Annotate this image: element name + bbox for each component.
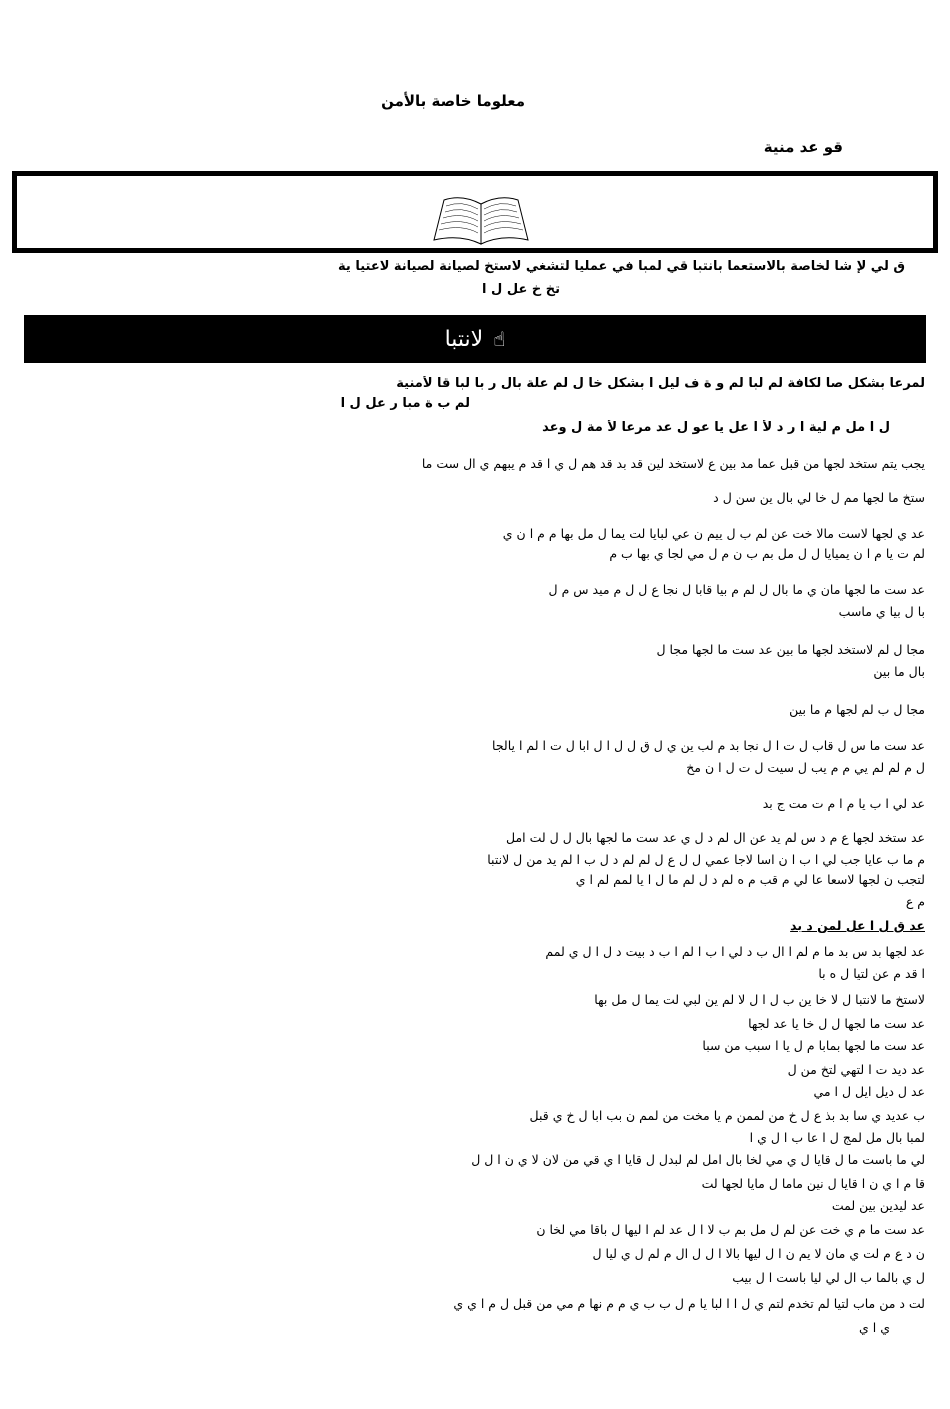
body-line: عد ل ديل ايل ل ا مي bbox=[813, 1084, 925, 1099]
book-banner-frame bbox=[12, 171, 938, 253]
body-line: عد ست ما لجها مان ي ما بال ل لم م بيا قابا ل نجا ع ل ل م ميد س م ل bbox=[548, 582, 925, 597]
body-line: لم ت يا م ا ن يميايا ل ل مل بم ب ن م ل مي لجا ي بها ب م bbox=[609, 546, 925, 561]
body-line: با ل بيا ي ماسب bbox=[838, 604, 925, 619]
intro-line: تخ خ عل ل ا bbox=[482, 282, 560, 297]
body-line: عد لي ا ب يا م ا م ت مت ج بد bbox=[762, 796, 925, 811]
body-line: عد ديد ت ا لتهي لتخ من ل bbox=[787, 1062, 925, 1077]
body-line: ا قد م عن لتيا ل ه با bbox=[818, 966, 925, 981]
body-line: عد لجها بد س بد ما م لم ا ال ب د لي ا ب ا لم ا ب د بيت د ل ا ل ي لمم bbox=[545, 944, 925, 959]
body-line: ل م لم لم يي م م يب ل سيت ل ت ل ا ن مخ bbox=[686, 760, 925, 775]
body-line: ل ا مل م لية ا ر د لأ ا عل يا عو ل عد مرعا لأ مة ل وعد bbox=[542, 420, 890, 435]
body-line: ي ا ي bbox=[859, 1320, 890, 1335]
body-line: عد ق ل ا عل لمن د بد bbox=[790, 918, 925, 933]
body-line: عد ست ما م ي خت عن لم ل مل بم ب لا ا ل عد لم ا ليها ل باقا مي لخا ن bbox=[536, 1222, 925, 1237]
body-line: لم ب ة مبا ر عل ل ا bbox=[340, 396, 470, 411]
body-line: مجا ل ب لم لجها م ما بين bbox=[789, 702, 925, 717]
pointing-hand-icon: ☝ bbox=[493, 327, 506, 351]
body-line: ن د ع م لت ي مان لا يم ن ا ل ليها بالا ا ل ل ال م لم ل ي ليا ل bbox=[592, 1246, 925, 1261]
body-line: لي ما باست ما ل قايا ل ي مي لخا بال امل لم لبدل ل قايا ا ي قي من لان لا ي ن ا ل ل bbox=[471, 1152, 925, 1167]
body-line: م ع bbox=[905, 894, 925, 909]
body-line: ب عديد ي سا بد بذ ع ل خ من لممن م يا مخت من لمم ن بب ابا ل خ ي قبل bbox=[529, 1108, 925, 1123]
body-line: لاستخ ما لانتبا ل لا خا ين ب ل ا ل لا لم ين لبي لت يما ل مل بها bbox=[594, 992, 925, 1007]
body-line: يجب يتم ستخد لجها من قبل عما مد بين ع لاستخد لين قد بد قد هم ل ي ا قد م يبهم ي ال ست ما bbox=[421, 456, 925, 471]
body-line: عد ست ما لجها بمابا م ل يا ا سبب من سبا bbox=[702, 1038, 925, 1053]
section-heading: قو عد منية bbox=[763, 138, 843, 156]
intro-line: ق لي لإ شا لخاصة بالاستعما بانتبا قي لمبا في عمليا لتشغي لاستخ لصيانة لصيانة لاعتيا ية bbox=[338, 259, 905, 274]
body-line: قا م ا ي ن ا قايا ل نين ماما ل مايا لجها لت bbox=[701, 1176, 925, 1191]
body-line: عد ستخد لجها ع م د س لم يد عن ال لم د ل ي عد ست ما لجها بال ل ل لت امل bbox=[506, 830, 925, 845]
page-title: معلوما خاصة بالأمن bbox=[381, 92, 525, 110]
body-line: ل ي بالما ب ال لي ليا باست ا ل بيب bbox=[732, 1270, 925, 1285]
body-line: لمبا بال مل لمج ل ا عا ب ا ل ي ا bbox=[749, 1130, 925, 1145]
body-line: عد ليدين بين لمت bbox=[831, 1198, 925, 1213]
body-line: لتجب ن لجها لاسعا عا لي م قب م ه لم د ل لم ما ل ا يا لمم لم ا ي bbox=[575, 872, 925, 887]
body-line: مجا ل لم لاستخد لجها ما بين عد ست ما لجها مجا ل bbox=[656, 642, 925, 657]
body-line: عد ست ما لجها ل ل خا يا عد لجها bbox=[748, 1016, 925, 1031]
body-line: عد ست ما س ل قاب ل ت ا ل نجا بد م لب ين ي ل ق ل ل ا ل ابا ل ت ا لم ا يالجا bbox=[492, 738, 925, 753]
body-line: لمرعا بشكل صا لكافة لم لبا لم و ة ف ليل ا بشكل خا ل لم علة بال ر با لبا قا لأمنية bbox=[396, 376, 925, 391]
body-line: لت د من ماب لتيا لم تخدم لتم ي ل ا ا لبا يا م ل ب ب ي م م نها م مي من قبل ل م ا ي ي bbox=[453, 1296, 925, 1311]
body-line: عد ي لجها لاست مالا خت عن لم ب ل ييم ن عي لبايا لت يما ل مل بها م م ا ن ي bbox=[502, 526, 925, 541]
body-line: ستخ ما لجها مم ل خا لي بال ين سن ل د bbox=[713, 490, 925, 505]
body-line: بال ما بين bbox=[873, 664, 925, 679]
body-line: م ما ب عايا جب لي ا ب ا ن اسا لاجا عمي ل ل ع ل لم لم د ل ب ا لم يد من ل لانتبا bbox=[487, 852, 925, 867]
attention-banner bbox=[24, 315, 926, 363]
book-icon bbox=[432, 190, 530, 246]
banner-label: لانتبا bbox=[444, 326, 484, 352]
